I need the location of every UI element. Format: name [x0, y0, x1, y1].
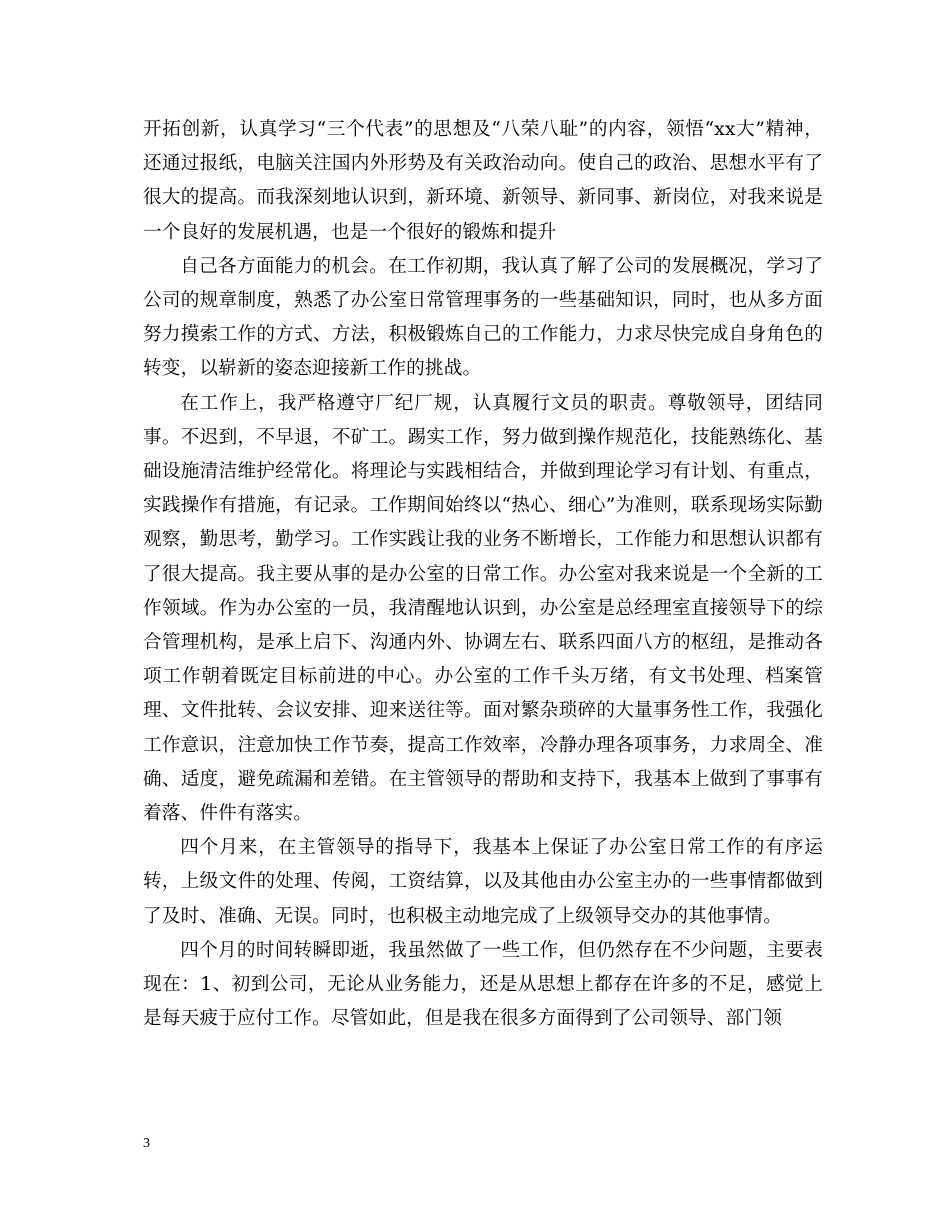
page-number: 3 [143, 1136, 150, 1151]
document-body [143, 113, 823, 1036]
paragraph-5: 四个月的时间转瞬即逝，我虽然做了一些工作，但仍然存在不少问题，主要表现在：1、初到公司，无论从业务能力，还是从思想上都存在许多的不足，感觉上是每天疲于应付工作。尽管如此，但是我在很多方面得到了公司领导、部门领 [143, 939, 823, 1030]
paragraph-1: 开拓创新，认真学习“三个代表”的思想及“八荣八耻”的内容，领悟“xx大”精神，还通过报纸，电脑关注国内外形势及有关政治动向。使自己的政治、思想水平有了很大的提高。而我深刻地认识到，新环境、新领导、新同事、新岗位，对我来说是一个良好的发展机遇，也是一个很好的锻炼和提升 [143, 119, 823, 243]
paragraph-2: 自己各方面能力的机会。在工作初期，我认真了解了公司的发展概况，学习了公司的规章制度，熟悉了办公室日常管理事务的一些基础知识，同时，也从多方面努力摸索工作的方式、方法，积极锻炼自己的工作能力，力求尽快完成自身角色的转变，以崭新的姿态迎接新工作的挑战。 [143, 255, 823, 380]
paragraph-4: 四个月来，在主管领导的指导下，我基本上保证了办公室日常工作的有序运转，上级文件的处理、传阅，工资结算，以及其他由办公室主办的一些事情都做到了及时、准确、无误。同时，也积极主动地完成了上级领导交办的其他事情。 [143, 837, 823, 927]
paragraph-3: 在工作上，我严格遵守厂纪厂规，认真履行文员的职责。尊敬领导，团结同事。不迟到，不早退，不矿工。踢实工作，努力做到操作规范化，技能熟练化、基础设施清洁维护经常化。将理论与实践相结合，并做到理论学习有计划、有重点，实践操作有措施，有记录。工作期间始终以“热心、细心”为准则，联系现场实际勤观察，勤思考，勤学习。工作实践让我的业务不断增长，工作能力和思想认识都有了很大提高。我主要从事的是办公室的日常工作。办公室对我来说是一个全新的工作领域。作为办公室的一员，我清醒地认识到，办公室是总经理室直接领导下的综合管理机构，是承上启下、沟通内外、协调左右、联系四面八方的枢纽，是推动各项工作朝着既定目标前进的中心。办公室的工作千头万绪，有文书处理、档案管理、文件批转、会议安排、迎来送往等。面对繁杂琐碎的大量事务性工作，我强化工作意识，注意加快工作节奏，提高工作效率，冷静办理各项事务，力求周全、准确、适度，避免疏漏和差错。在主管领导的帮助和支持下，我基本上做到了事事有着落、件件有落实。 [143, 392, 823, 825]
